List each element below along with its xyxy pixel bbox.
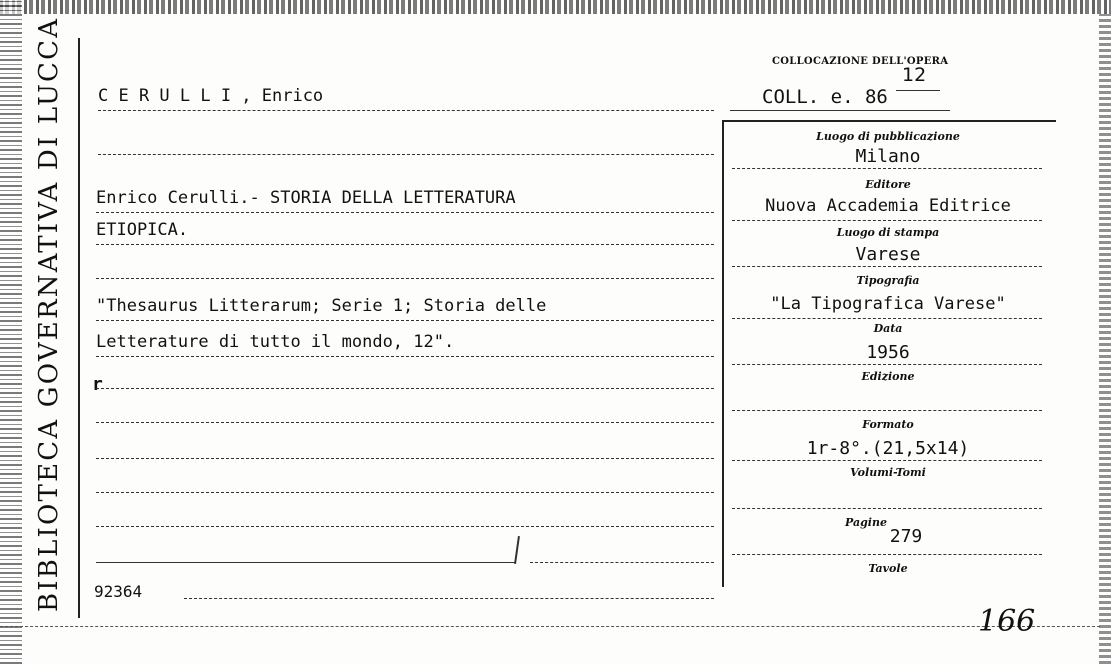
bottom-rule [0, 626, 1100, 627]
rule-11 [96, 492, 714, 493]
rule-12 [96, 526, 714, 527]
panel-rule-5 [732, 364, 1042, 365]
printer-label: Tipografia [856, 274, 920, 287]
author-heading: C E R U L L I , Enrico [98, 86, 324, 106]
panel-rule-1 [732, 168, 1042, 169]
rule-7 [96, 356, 714, 357]
collocation-heading: COLLOCAZIONE DELL'OPERA [772, 56, 949, 67]
panel-rule-7 [732, 460, 1042, 461]
rule-1 [98, 110, 714, 111]
card-right-edge [1099, 14, 1111, 664]
rule-2 [98, 154, 714, 155]
publisher-label: Editore [865, 178, 911, 191]
rule-4 [96, 244, 714, 245]
rule-13 [96, 562, 516, 563]
margin-rule [78, 38, 80, 618]
rule-14 [530, 562, 714, 563]
date-value: 1956 [866, 342, 910, 363]
rule-5 [96, 278, 714, 279]
rule-tick [514, 536, 520, 564]
rule-6 [96, 320, 714, 321]
publisher-value: Nuova Accademia Editrice [765, 196, 1011, 216]
panel-rule-8 [732, 508, 1042, 509]
shelfmark-underline [730, 110, 950, 111]
edition-label: Edizione [861, 370, 915, 383]
panel-rule-2 [732, 220, 1042, 221]
volumes-label: Volumi-Tomi [850, 466, 926, 479]
printer-value: "La Tipografica Varese" [770, 294, 1006, 314]
library-stamp: BIBLIOTECA GOVERNATIVA DI LUCCA [34, 16, 64, 612]
plates-label: Tavole [868, 562, 908, 575]
panel-rule-4 [732, 318, 1042, 319]
panel-rule-3 [732, 266, 1042, 267]
rule-15 [184, 598, 714, 599]
series-line-2: Letterature di tutto il mondo, 12". [96, 332, 455, 352]
rule-3 [96, 212, 714, 213]
stray-mark: r [92, 374, 103, 395]
title-line-1: Enrico Cerulli.- STORIA DELLA LETTERATURA [96, 188, 516, 208]
fraction-bar [896, 90, 940, 91]
handwritten-number: 166 [978, 604, 1036, 639]
panel-rule-9 [732, 554, 1042, 555]
rule-10 [96, 458, 714, 459]
date-label: Data [873, 322, 903, 335]
format-label: Formato [862, 418, 914, 431]
place-publication-value: Milano [855, 146, 921, 167]
card-left-edge [0, 0, 22, 664]
rule-8 [96, 388, 714, 389]
series-line-1: "Thesaurus Litterarum; Serie 1; Storia delle [96, 296, 547, 316]
pages-label: Pagine [845, 516, 887, 529]
title-line-2: ETIOPICA. [96, 220, 189, 240]
inventory-number: 92364 [94, 582, 143, 601]
place-publication-label: Luogo di pubblicazione [816, 130, 960, 143]
shelfmark-superscript: 12 [902, 64, 927, 86]
panel-rule-6 [732, 410, 1042, 411]
place-printing-value: Varese [855, 244, 921, 265]
card-top-edge [0, 0, 1111, 14]
shelfmark: COLL. e. 86 [762, 86, 888, 108]
format-value: 1r-8°.(21,5x14) [806, 438, 970, 459]
pages-value: 279 [889, 526, 923, 547]
rule-9 [96, 422, 714, 423]
place-printing-label: Luogo di stampa [836, 226, 940, 239]
